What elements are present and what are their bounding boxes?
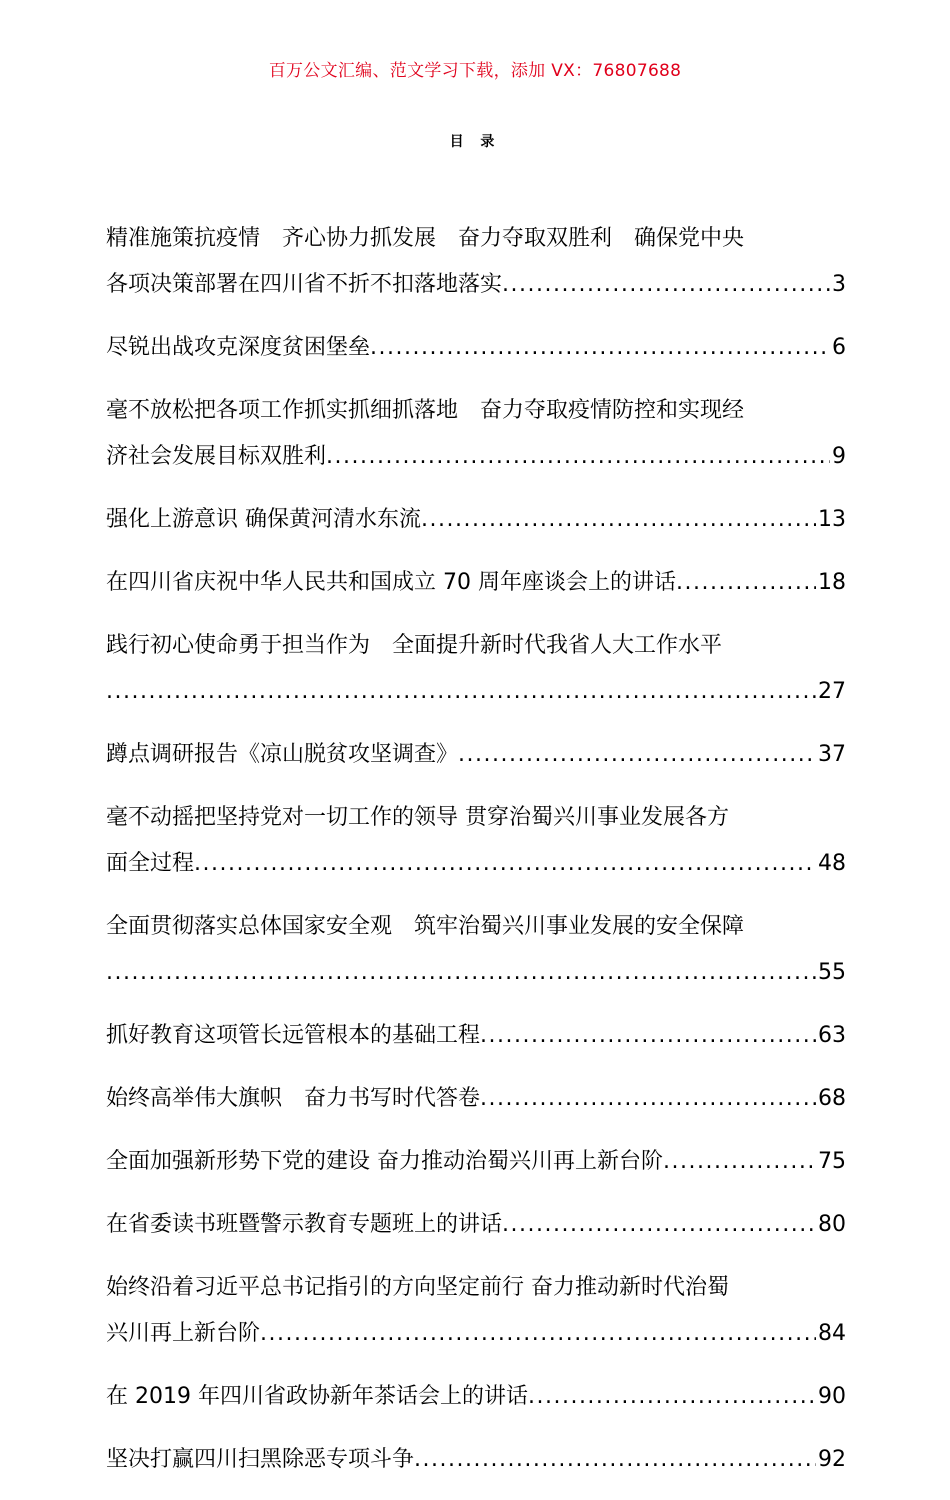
toc-entry-title-line: 精准施策抗疫情 齐心协力抓发展 奋力夺取双胜利 确保党中央 bbox=[106, 226, 745, 251]
toc-entry[interactable] bbox=[106, 325, 846, 371]
toc-entry-title-line: 兴川再上新台阶 bbox=[106, 1321, 261, 1346]
toc-entry-title-line: 尽锐出战攻克深度贫困堡垒 bbox=[106, 335, 371, 360]
toc-entry-last-line bbox=[106, 1374, 846, 1420]
toc-page-number: 55 bbox=[818, 960, 846, 985]
toc-entry-last-line bbox=[106, 434, 846, 480]
toc-entry-title-line: 全面贯彻落实总体国家安全观 筑牢治蜀兴川事业发展的安全保障 bbox=[106, 914, 745, 939]
toc-leader-dots bbox=[260, 1311, 816, 1357]
toc-entry[interactable] bbox=[106, 1076, 846, 1122]
toc-entry-last-line bbox=[106, 1437, 846, 1483]
toc-entry[interactable] bbox=[106, 388, 846, 480]
toc-entry[interactable] bbox=[106, 904, 846, 996]
toc-entry[interactable] bbox=[106, 560, 846, 606]
toc-page-number: 3 bbox=[832, 272, 846, 297]
toc-entry-title-line: 各项决策部署在四川省不折不扣落地落实 bbox=[106, 272, 503, 297]
toc-page-number: 63 bbox=[818, 1023, 846, 1048]
toc-entry[interactable] bbox=[106, 623, 846, 715]
toc-leader-dots bbox=[106, 950, 816, 996]
toc-entry-title-line: 在省委读书班暨警示教育专题班上的讲话 bbox=[106, 1212, 503, 1237]
toc-leader-dots bbox=[458, 732, 816, 778]
toc-entry-title-line: 抓好教育这项管长远管根本的基础工程 bbox=[106, 1023, 481, 1048]
toc-entry-title-line: 坚决打赢四川扫黑除恶专项斗争 bbox=[106, 1447, 415, 1472]
toc-entry-title-line: 在 2019 年四川省政协新年茶话会上的讲话 bbox=[106, 1384, 528, 1409]
toc-leader-dots bbox=[480, 1076, 816, 1122]
toc-entry-title-line: 面全过程 bbox=[106, 851, 195, 876]
toc-entry-last-line bbox=[106, 560, 846, 606]
toc-page-number: 92 bbox=[818, 1447, 846, 1472]
toc-page-number: 68 bbox=[818, 1086, 846, 1111]
toc-entry-title-line: 全面加强新形势下党的建设 奋力推动治蜀兴川再上新台阶 bbox=[106, 1149, 663, 1174]
toc-entry[interactable] bbox=[106, 1374, 846, 1420]
toc-entry-last-line bbox=[106, 950, 846, 996]
toc-entry-last-line bbox=[106, 1202, 846, 1248]
toc-entry-title-line: 践行初心使命勇于担当作为 全面提升新时代我省人大工作水平 bbox=[106, 633, 723, 658]
header-banner: 百万公文汇编、范文学习下载，添加 VX：76807688 bbox=[268, 61, 682, 81]
toc-entry[interactable] bbox=[106, 795, 846, 887]
toc-title: 目 录 bbox=[449, 134, 501, 150]
toc-leader-dots bbox=[528, 1374, 816, 1420]
toc-page-number: 80 bbox=[818, 1212, 846, 1237]
toc-entry-last-line bbox=[106, 497, 846, 543]
toc-leader-dots bbox=[480, 1013, 816, 1059]
toc-page-number: 90 bbox=[818, 1384, 846, 1409]
toc-page-number: 18 bbox=[818, 570, 846, 595]
toc-entry-last-line bbox=[106, 841, 846, 887]
toc-entry-title-line: 济社会发展目标双胜利 bbox=[106, 444, 327, 469]
toc-entry-title-line: 毫不放松把各项工作抓实抓细抓落地 奋力夺取疫情防控和实现经 bbox=[106, 398, 745, 423]
toc-entry-title-line: 强化上游意识 确保黄河清水东流 bbox=[106, 507, 421, 532]
table-of-contents bbox=[106, 216, 846, 1500]
toc-page-number: 27 bbox=[818, 679, 846, 704]
toc-entry-title-line: 蹲点调研报告《凉山脱贫攻坚调查》 bbox=[106, 742, 459, 767]
toc-entry[interactable] bbox=[106, 1013, 846, 1059]
toc-entry-last-line bbox=[106, 1013, 846, 1059]
toc-entry-title-line: 在四川省庆祝中华人民共和国成立 70 周年座谈会上的讲话 bbox=[106, 570, 676, 595]
toc-entry[interactable] bbox=[106, 1437, 846, 1483]
toc-leader-dots bbox=[502, 1202, 816, 1248]
toc-page-number: 48 bbox=[818, 851, 846, 876]
toc-leader-dots bbox=[663, 1139, 816, 1185]
toc-leader-dots bbox=[194, 841, 816, 887]
toc-leader-dots bbox=[106, 669, 816, 715]
toc-entry-title-line: 始终沿着习近平总书记指引的方向坚定前行 奋力推动新时代治蜀 bbox=[106, 1275, 729, 1300]
toc-entry-last-line bbox=[106, 732, 846, 778]
toc-leader-dots bbox=[326, 434, 830, 480]
toc-leader-dots bbox=[370, 325, 830, 371]
toc-page-number: 84 bbox=[818, 1321, 846, 1346]
toc-leader-dots bbox=[414, 1437, 816, 1483]
toc-page-number: 6 bbox=[832, 335, 846, 360]
toc-entry-last-line bbox=[106, 1311, 846, 1357]
toc-entry[interactable] bbox=[106, 216, 846, 308]
toc-entry-last-line bbox=[106, 669, 846, 715]
toc-entry-last-line bbox=[106, 1139, 846, 1185]
toc-entry-title-line: 始终高举伟大旗帜 奋力书写时代答卷 bbox=[106, 1086, 481, 1111]
toc-entry-last-line bbox=[106, 325, 846, 371]
toc-entry-last-line bbox=[106, 1076, 846, 1122]
toc-page-number: 13 bbox=[818, 507, 846, 532]
toc-entry[interactable] bbox=[106, 732, 846, 778]
toc-entry-title-line: 毫不动摇把坚持党对一切工作的领导 贯穿治蜀兴川事业发展各方 bbox=[106, 805, 729, 830]
toc-leader-dots bbox=[421, 497, 816, 543]
toc-entry[interactable] bbox=[106, 1202, 846, 1248]
toc-entry-last-line bbox=[106, 262, 846, 308]
toc-leader-dots bbox=[676, 560, 816, 606]
toc-leader-dots bbox=[502, 262, 830, 308]
toc-entry[interactable] bbox=[106, 1265, 846, 1357]
toc-entry[interactable] bbox=[106, 497, 846, 543]
toc-entry[interactable] bbox=[106, 1139, 846, 1185]
toc-page-number: 37 bbox=[818, 742, 846, 767]
toc-page-number: 9 bbox=[832, 444, 846, 469]
toc-page-number: 75 bbox=[818, 1149, 846, 1174]
